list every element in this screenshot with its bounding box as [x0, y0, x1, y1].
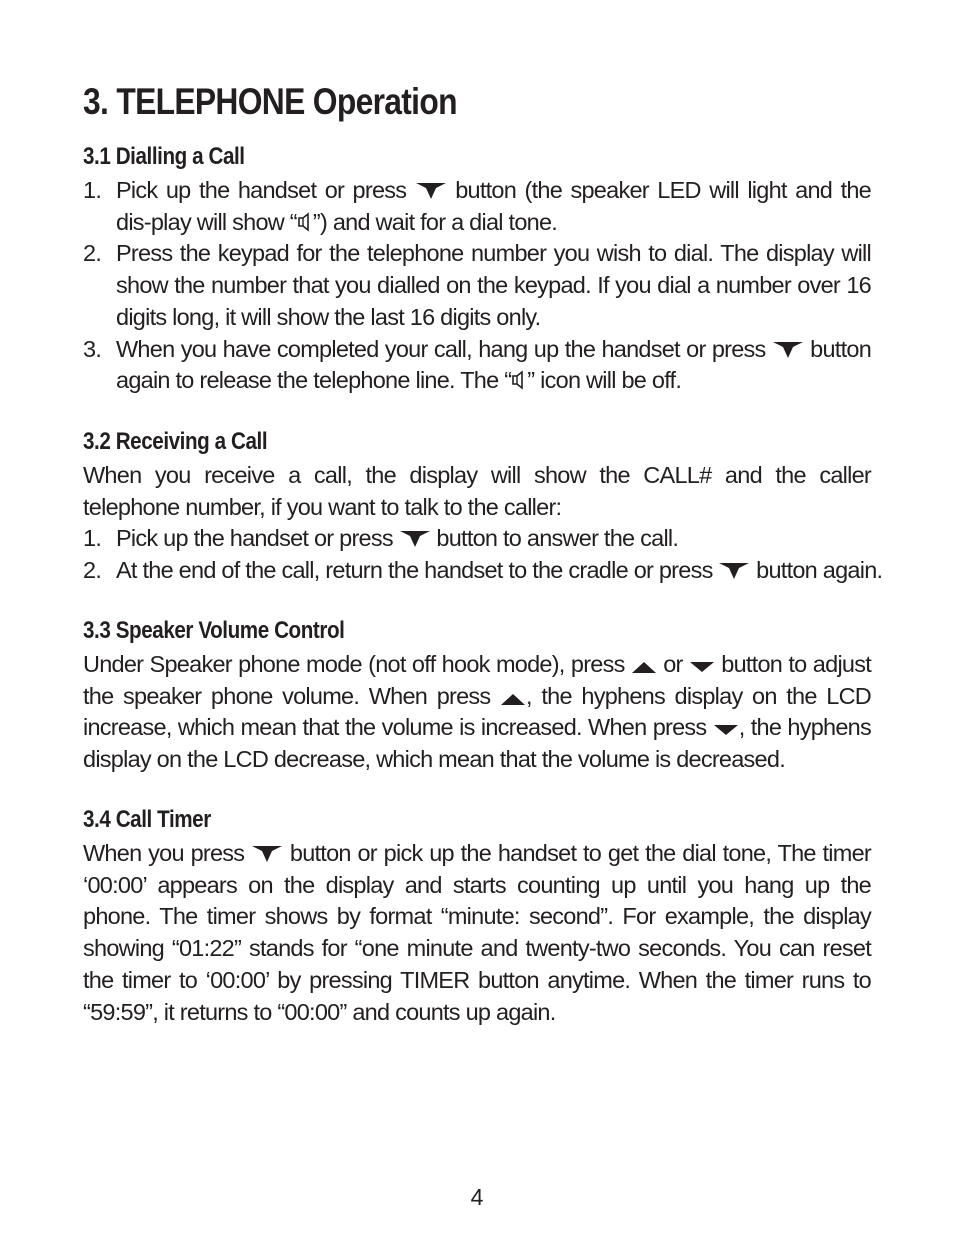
volume-down-arrow-icon	[713, 723, 739, 737]
section-timer	[83, 805, 871, 1028]
list-item	[83, 175, 871, 238]
volume-up-arrow-icon	[631, 660, 657, 674]
receiving-intro: When you receive a call, the display will show the CALL# and the caller telephone number, if you want to talk to the caller:	[83, 462, 871, 520]
list-item-text	[116, 555, 883, 587]
list-number: 2.	[83, 557, 102, 584]
text-run: button (the speaker LED will light and the dis-play will show “	[116, 177, 871, 235]
text-run: When you have completed your call, hang up the handset or press	[116, 335, 766, 362]
text-run: At the end of the call, return the handset to the cradle or press	[116, 557, 713, 584]
list-number: 2.	[83, 240, 102, 267]
text-run: , the hyphens display on the LCD decrease, which mean that the volume is decreased.	[83, 714, 871, 773]
text-run: , the hyphens display on the LCD increase, which mean that the volume is increased. When press	[83, 682, 872, 741]
section-heading-volume: 3.3 Speaker Volume Control	[83, 617, 345, 644]
receiving-steps	[83, 523, 883, 586]
text-run: Under Speaker phone mode (not off hook mode), press	[83, 651, 625, 677]
text-run: button to answer the call.	[436, 525, 679, 552]
page-title: 3. TELEPHONE Operation	[83, 81, 457, 122]
list-item-text	[116, 523, 871, 555]
text-run: When you press	[83, 840, 245, 866]
volume-down-arrow-icon	[689, 660, 715, 674]
list-item	[83, 334, 871, 397]
speaker-phone-button-icon	[772, 341, 804, 359]
section-heading-dialling: 3.1 Dialling a Call	[83, 143, 245, 170]
speaker-phone-button-icon	[718, 562, 750, 580]
volume-paragraph	[83, 649, 871, 776]
speaker-phone-button-icon	[415, 182, 447, 200]
text-run: button to adjust the speaker phone volume. When press	[83, 651, 872, 709]
section-heading-timer: 3.4 Call Timer	[83, 806, 211, 833]
text-run: button again to release the telephone line. The “	[116, 335, 872, 394]
text-run: button or pick up the handset to get the dial tone, The timer ‘00:00’ appears on the display and starts counting up until you hang up the phone. The timer shows by format “minute: second”. For example, the display showing “01:22” stands for “one minute and twenty-two seconds. You can reset the timer to ‘00:00’ by pressing TIMER button anytime. When the timer runs to “59:59”, it returns to “00:00” and counts up again.	[83, 840, 871, 1025]
speaker-display-icon	[297, 212, 313, 232]
list-item-text	[116, 334, 871, 397]
text-run: Pick up the handset or press	[116, 525, 393, 552]
text-run: or	[663, 651, 683, 677]
timer-paragraph	[83, 838, 871, 1028]
list-number: 3.	[83, 335, 102, 362]
section-heading-receiving: 3.2 Receiving a Call	[83, 428, 268, 455]
text-run: button again.	[756, 557, 883, 584]
list-number: 1.	[83, 525, 102, 552]
list-item	[83, 523, 871, 555]
page-number: 4	[470, 1184, 484, 1210]
section-receiving	[83, 427, 883, 587]
text-run: Pick up the handset or press	[116, 177, 407, 203]
speaker-display-icon	[511, 370, 527, 390]
section-dialling	[83, 142, 871, 397]
list-item-text: Press the keypad for the telephone number you wish to dial. The display will show the number that you dialled on the keypad. If you dial a number over 16 digits long, it will show the last 16 digits only.	[116, 240, 871, 330]
text-run: ”) and wait for a dial tone.	[312, 208, 558, 235]
list-item-text	[116, 175, 871, 238]
list-item	[83, 238, 871, 333]
volume-up-arrow-icon	[500, 692, 526, 706]
section-volume	[83, 616, 871, 776]
list-item	[83, 555, 883, 587]
list-number: 1.	[83, 177, 102, 203]
dialling-steps	[83, 175, 871, 397]
speaker-phone-button-icon	[399, 530, 431, 548]
speaker-phone-button-icon	[251, 845, 283, 863]
text-run: ” icon will be off.	[527, 367, 682, 394]
